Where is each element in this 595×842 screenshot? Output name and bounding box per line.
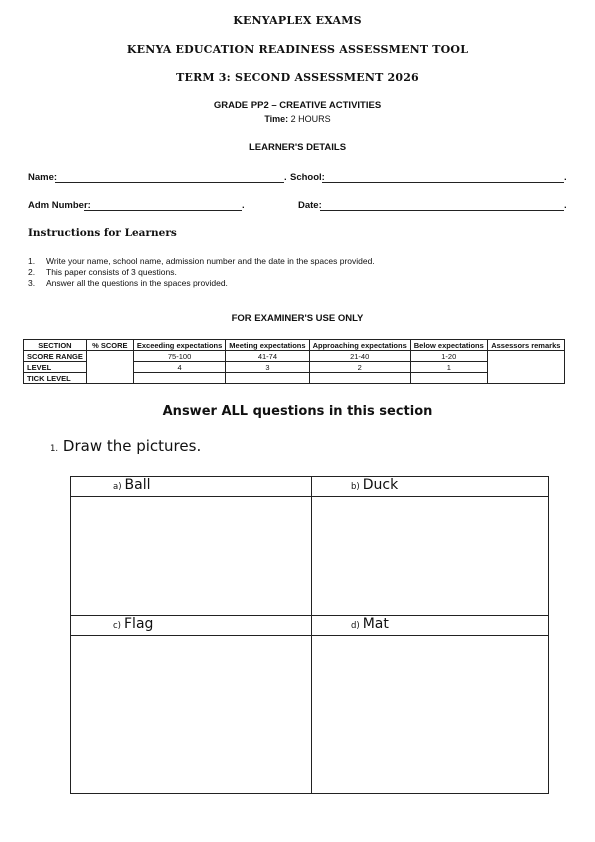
- table-header: Assessors remarks: [487, 340, 564, 351]
- part-d-title: d) Mat: [311, 616, 548, 636]
- drawing-grid: [70, 476, 549, 794]
- section-title: Answer ALL questions in this section: [162, 404, 433, 419]
- subject-title: GRADE PP2 – CREATIVE ACTIVITIES: [213, 100, 382, 111]
- draw-box-duck[interactable]: [312, 497, 548, 615]
- adm-label: Adm Number:: [28, 200, 91, 211]
- date-field[interactable]: [320, 210, 564, 211]
- table-row: SCORE RANGE 75-100 41-74 21-40 1-20: [24, 351, 565, 362]
- question-text: Draw the pictures.: [62, 437, 202, 455]
- instruction-item: 3. Answer all the questions in the spaces provided.: [28, 278, 228, 288]
- tick-cell[interactable]: [309, 373, 410, 384]
- draw-box-ball[interactable]: [71, 497, 311, 615]
- instructions-title: Instructions for Learners: [28, 227, 177, 239]
- question-1: [50, 437, 201, 455]
- examiner-table: [23, 339, 565, 384]
- time-label: Time:: [264, 114, 289, 124]
- table-header: Approaching expectations: [309, 340, 410, 351]
- org-title: KENYAPLEX EXAMS: [233, 14, 362, 27]
- draw-box-mat[interactable]: [312, 636, 548, 793]
- examiner-title: FOR EXAMINER'S USE ONLY: [231, 313, 364, 324]
- table-header: SECTION: [24, 340, 87, 351]
- instructions-list: [28, 256, 375, 289]
- time-value: 2 HOURS: [290, 114, 331, 124]
- tool-title: KENYA EDUCATION READINESS ASSESSMENT TOOL: [126, 43, 469, 56]
- table-row: TICK LEVEL: [24, 373, 565, 384]
- part-c-title: c) Flag: [71, 616, 311, 636]
- table-header: Below expectations: [410, 340, 487, 351]
- tick-cell[interactable]: [133, 373, 225, 384]
- table-header-row: [24, 340, 565, 351]
- part-b-title: b) Duck: [311, 477, 548, 497]
- school-label: School:: [290, 172, 325, 183]
- instruction-item: 2. This paper consists of 3 questions.: [28, 267, 177, 277]
- name-field[interactable]: [55, 182, 284, 183]
- tick-cell[interactable]: [226, 373, 309, 384]
- draw-box-flag[interactable]: [71, 636, 311, 793]
- school-field[interactable]: [322, 182, 564, 183]
- table-header: Meeting expectations: [226, 340, 309, 351]
- table-row: LEVEL 4 3 2 1: [24, 362, 565, 373]
- time-line: [0, 114, 595, 124]
- adm-field[interactable]: [84, 210, 242, 211]
- date-label: Date:: [298, 200, 322, 211]
- tick-cell[interactable]: [410, 373, 487, 384]
- table-header: % SCORE: [86, 340, 133, 351]
- remarks-cell[interactable]: [487, 351, 564, 384]
- name-label: Name:: [28, 172, 58, 183]
- term-title: TERM 3: SECOND ASSESSMENT 2026: [176, 71, 419, 84]
- question-number: 1.: [50, 444, 59, 454]
- details-title: LEARNER'S DETAILS: [248, 142, 347, 153]
- part-a-title: a) Ball: [71, 477, 311, 497]
- score-cell[interactable]: [86, 351, 133, 384]
- table-header: Exceeding expectations: [133, 340, 225, 351]
- instruction-item: 1. Write your name, school name, admission number and the date in the spaces provided.: [28, 256, 375, 266]
